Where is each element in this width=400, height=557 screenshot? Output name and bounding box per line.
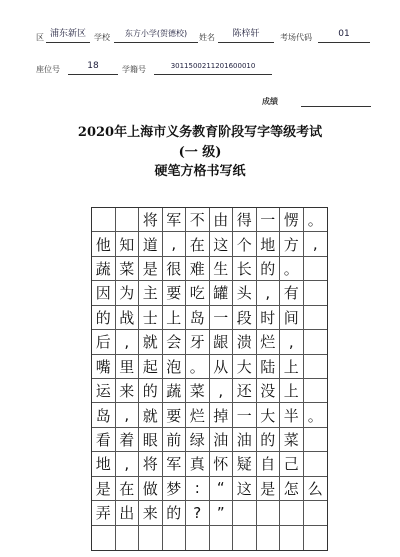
grid-cell: 这 [210, 232, 234, 256]
seat-field: 18 [68, 58, 118, 75]
grid-cell: , [163, 232, 187, 256]
grid-cell [304, 306, 328, 330]
grid-cell: 罐 [210, 281, 234, 305]
grid-cell: 一 [210, 306, 234, 330]
grid-cell: 出 [116, 501, 140, 525]
grid-cell: 主 [139, 281, 163, 305]
grid-cell: , [280, 330, 304, 354]
grid-cell: 着 [116, 428, 140, 452]
grid-cell: 半 [280, 403, 304, 427]
header-row-2 [0, 58, 400, 78]
grid-cell: 的 [139, 379, 163, 403]
grid-cell: 没 [257, 379, 281, 403]
grid-cell: 。 [186, 355, 210, 379]
grid-cell [116, 208, 140, 232]
grid-cell [233, 526, 257, 550]
grid-cell: 。 [304, 403, 328, 427]
grid-cell: 士 [139, 306, 163, 330]
grid-cell: 将 [139, 452, 163, 476]
grid-cell: 头 [233, 281, 257, 305]
grid-cell: 知 [116, 232, 140, 256]
grid-cell: ? [186, 501, 210, 525]
grid-cell: 岛 [186, 306, 210, 330]
grid-cell: 时 [257, 306, 281, 330]
grid-cell: 的 [163, 501, 187, 525]
grid-cell [304, 355, 328, 379]
grid-cell: 不 [186, 208, 210, 232]
grid-cell: 菜 [186, 379, 210, 403]
grid-cell [304, 379, 328, 403]
name-label: 姓名 [199, 33, 215, 42]
grid-cell: “ [210, 477, 234, 501]
grid-cell: 个 [233, 232, 257, 256]
grid-cell: 上 [280, 379, 304, 403]
grid-cell: 上 [280, 355, 304, 379]
grid-cell [92, 208, 116, 232]
grid-cell: 战 [116, 306, 140, 330]
grid-cell [304, 452, 328, 476]
grid-cell: 由 [210, 208, 234, 232]
grid-cell: 是 [257, 477, 281, 501]
grid-cell: 菜 [280, 428, 304, 452]
grid-cell: 是 [92, 477, 116, 501]
grid-cell: 段 [233, 306, 257, 330]
grid-cell: 在 [186, 232, 210, 256]
grid-cell: 弄 [92, 501, 116, 525]
student-id-label: 学籍号 [122, 65, 146, 74]
grid-cell: 为 [116, 281, 140, 305]
grid-cell: 来 [139, 501, 163, 525]
grid-cell: 么 [304, 477, 328, 501]
grid-cell: ” [210, 501, 234, 525]
grid-cell [257, 501, 281, 525]
grid-cell: 要 [163, 403, 187, 427]
exam-code-label: 考场代码 [280, 33, 312, 42]
grid-cell: 要 [163, 281, 187, 305]
grid-cell: 嘴 [92, 355, 116, 379]
grid-cell: 真 [186, 452, 210, 476]
grid-cell: 在 [116, 477, 140, 501]
grid-cell: 的 [257, 257, 281, 281]
grid-cell: 的 [92, 306, 116, 330]
grid-cell: 就 [139, 403, 163, 427]
grid-cell: 龈 [210, 330, 234, 354]
grid-cell: 方 [280, 232, 304, 256]
district-field: 浦东新区 [46, 26, 90, 43]
seat-label: 座位号 [36, 65, 60, 74]
grid-cell [116, 526, 140, 550]
grid-cell: 里 [116, 355, 140, 379]
grid-cell: , [116, 330, 140, 354]
grid-cell: 有 [280, 281, 304, 305]
grid-cell: 就 [139, 330, 163, 354]
grid-cell: 怀 [210, 452, 234, 476]
grid-cell: 从 [210, 355, 234, 379]
grid-cell: 烂 [186, 403, 210, 427]
grid-cell: 掉 [210, 403, 234, 427]
grid-cell: 运 [92, 379, 116, 403]
grid-cell: 油 [233, 428, 257, 452]
grid-cell: 后 [92, 330, 116, 354]
grid-cell: 己 [280, 452, 304, 476]
grid-cell: 大 [257, 403, 281, 427]
school-label: 学校 [94, 33, 110, 42]
grid-cell [139, 526, 163, 550]
grid-cell [233, 501, 257, 525]
grid-cell [257, 526, 281, 550]
grid-cell: 疑 [233, 452, 257, 476]
grid-cell: 烂 [257, 330, 281, 354]
grid-cell: 泡 [163, 355, 187, 379]
grid-cell: : [186, 477, 210, 501]
grid-cell: , [210, 379, 234, 403]
grid-cell: 牙 [186, 330, 210, 354]
grid-cell: 蔬 [163, 379, 187, 403]
grid-cell: 油 [210, 428, 234, 452]
writing-grid-cells [92, 208, 327, 550]
school-field: 东方小学(贺德校) [114, 26, 198, 43]
grid-cell: 愣 [280, 208, 304, 232]
grid-cell: 得 [233, 208, 257, 232]
grid-cell: 绿 [186, 428, 210, 452]
grid-cell: , [116, 452, 140, 476]
district-label: 区 [36, 33, 44, 42]
score-field [301, 90, 371, 107]
grid-cell [163, 526, 187, 550]
grid-cell [186, 526, 210, 550]
grid-cell [304, 526, 328, 550]
grid-cell: 会 [163, 330, 187, 354]
grid-cell [304, 257, 328, 281]
grid-cell [304, 428, 328, 452]
grid-cell: 怎 [280, 477, 304, 501]
grid-cell: 做 [139, 477, 163, 501]
header-row-3 [0, 90, 400, 110]
header-row-1 [0, 26, 400, 46]
exam-title: 2020年上海市义务教育阶段写字等级考试 [77, 125, 323, 140]
grid-cell: , [257, 281, 281, 305]
grid-cell: 岛 [92, 403, 116, 427]
grid-cell: 。 [280, 257, 304, 281]
score-label: 成绩 [262, 97, 278, 106]
grid-cell: 眼 [139, 428, 163, 452]
grid-cell: 蔬 [92, 257, 116, 281]
grid-cell: 。 [304, 208, 328, 232]
grid-cell: 将 [139, 208, 163, 232]
grid-cell: 还 [233, 379, 257, 403]
grid-cell [304, 501, 328, 525]
grid-cell: , [116, 403, 140, 427]
grid-cell: 长 [233, 257, 257, 281]
grid-cell: 前 [163, 428, 187, 452]
grid-cell [304, 281, 328, 305]
grid-cell: 来 [116, 379, 140, 403]
grid-cell: 大 [233, 355, 257, 379]
grid-cell: 难 [186, 257, 210, 281]
grid-cell: 地 [257, 232, 281, 256]
grid-cell: 这 [233, 477, 257, 501]
grid-cell: 一 [257, 208, 281, 232]
grid-cell: 是 [139, 257, 163, 281]
grid-cell [92, 526, 116, 550]
student-id-field: 3011500211201600010 [154, 58, 272, 75]
grid-cell: 道 [139, 232, 163, 256]
grid-cell: 军 [163, 452, 187, 476]
grid-cell [210, 526, 234, 550]
grid-cell: , [304, 232, 328, 256]
grid-cell: 起 [139, 355, 163, 379]
grid-cell: 军 [163, 208, 187, 232]
grid-cell: 吃 [186, 281, 210, 305]
grid-cell: 陆 [257, 355, 281, 379]
grid-cell: 上 [163, 306, 187, 330]
grid-cell: 间 [280, 306, 304, 330]
grid-cell: 很 [163, 257, 187, 281]
grid-cell: 梦 [163, 477, 187, 501]
grid-cell: 的 [257, 428, 281, 452]
exam-code-field: 01 [318, 26, 370, 43]
paper-title: 硬笔方格书写纸 [154, 164, 246, 179]
grid-cell: 菜 [116, 257, 140, 281]
grid-cell: 一 [233, 403, 257, 427]
grid-cell: 他 [92, 232, 116, 256]
writing-grid [91, 207, 328, 551]
grid-cell: 自 [257, 452, 281, 476]
grid-cell [280, 526, 304, 550]
grid-cell [280, 501, 304, 525]
grid-cell: 因 [92, 281, 116, 305]
grid-cell: 生 [210, 257, 234, 281]
grid-cell [304, 330, 328, 354]
name-field: 陈梓轩 [218, 26, 274, 43]
exam-level: (一 级) [178, 145, 222, 160]
grid-cell: 看 [92, 428, 116, 452]
grid-cell: 溃 [233, 330, 257, 354]
grid-cell: 地 [92, 452, 116, 476]
